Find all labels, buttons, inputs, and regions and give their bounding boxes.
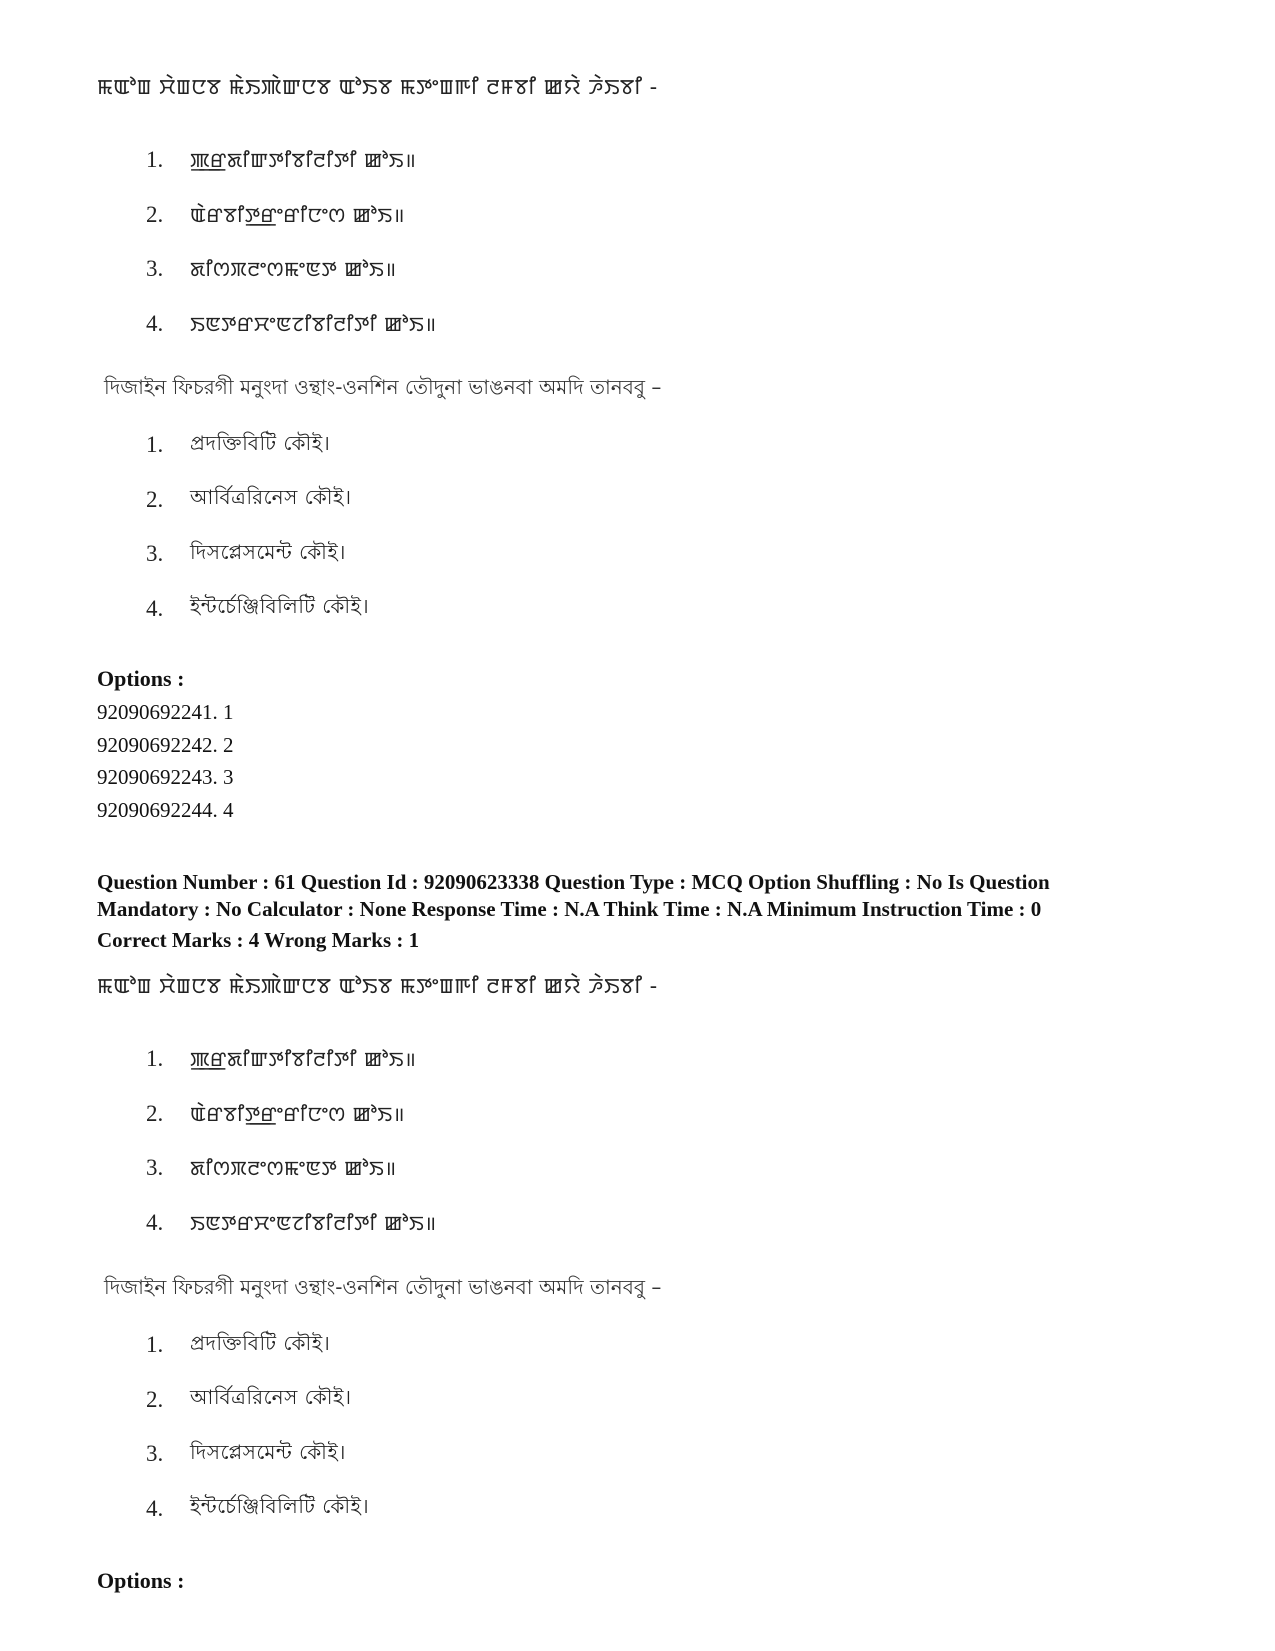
item-number: 3. bbox=[146, 1155, 164, 1181]
item-number: 4. bbox=[146, 595, 164, 621]
question-heading-meitei: ꯃꯑꯣꯡ ꯆꯥꯡꯅꯕ ꯃꯥꯏꯄꯥꯛꯅꯕ ꯑꯣꯏꯕ ꯃꯇꯦꯡꯒꯤ ꯂꯝꯕꯤ ꯀꯌꯥ ꯍꯥꯏꯕꯤ - bbox=[97, 75, 658, 99]
item-number: 2. bbox=[146, 486, 164, 512]
item-number: 4. bbox=[146, 1209, 164, 1235]
item-text: প্রদক্তিবিটি কৌই। bbox=[190, 430, 331, 455]
item-number: 3. bbox=[146, 541, 164, 567]
item-text: প্রদক্তিবিটি কৌই। bbox=[190, 1330, 331, 1355]
item-number: 1. bbox=[146, 1332, 164, 1358]
item-number: 2. bbox=[146, 201, 164, 227]
list-item bbox=[146, 1141, 437, 1196]
question-metadata bbox=[97, 869, 1207, 954]
bengali-options-list bbox=[146, 418, 369, 636]
bengali-options-list bbox=[146, 1318, 369, 1536]
item-number: 4. bbox=[146, 1495, 164, 1521]
item-number: 3. bbox=[146, 1441, 164, 1467]
list-item bbox=[146, 1196, 437, 1251]
list-item bbox=[146, 527, 369, 582]
options-list bbox=[97, 696, 234, 826]
question-heading-bengali: দিজাইন ফিচরগী মনুংদা ওন্থাং-ওনশিন তৌদুনা ভাঙনবা অমদি তানববু – bbox=[104, 375, 662, 399]
list-item bbox=[146, 582, 369, 637]
item-text: ꯏꯟꯇꯔꯆꯦꯟꯖꯤꯕꯤꯂꯤꯇꯤ ꯀꯣꯏ॥ bbox=[190, 1210, 437, 1235]
list-item bbox=[146, 1482, 369, 1537]
list-item bbox=[146, 1032, 437, 1087]
item-text: আর্বিত্ররিনেস কৌই। bbox=[190, 485, 352, 510]
item-number: 2. bbox=[146, 1386, 164, 1412]
item-text: দিসপ্লেসমেন্ট কৌই। bbox=[190, 1439, 346, 1464]
item-text: ꯗꯤꯁꯞꯂꯦꯁꯃꯦꯟꯇ ꯀꯣꯏ॥ bbox=[190, 257, 397, 282]
item-text: দিসপ্লেসমেন্ট কৌই। bbox=[190, 539, 346, 564]
item-text: ইন্টর্চেঞ্জিবিলিটি কৌই। bbox=[190, 594, 370, 619]
list-item bbox=[146, 418, 369, 473]
options-label: Options : bbox=[97, 1568, 185, 1593]
list-item bbox=[146, 242, 437, 297]
question-heading-bengali: দিজাইন ফিচরগী মনুংদা ওন্থাং-ওনশিন তৌদুনা ভাঙনবা অমদি তানববু – bbox=[104, 1275, 662, 1299]
item-text: ꯄ꯭ꯔꯗꯤꯛꯇꯤꯕꯤꯂꯤꯇꯤ ꯀꯣꯏ॥ bbox=[190, 148, 417, 173]
item-text: ꯄ꯭ꯔꯗꯤꯛꯇꯤꯕꯤꯂꯤꯇꯤ ꯀꯣꯏ॥ bbox=[190, 1047, 417, 1072]
list-item bbox=[146, 188, 437, 243]
item-number: 2. bbox=[146, 1100, 164, 1126]
list-item bbox=[146, 1087, 437, 1142]
metadata-line: Correct Marks : 4 Wrong Marks : 1 bbox=[97, 928, 420, 952]
list-item bbox=[146, 1373, 369, 1428]
list-item bbox=[146, 133, 437, 188]
option-line: 92090692244. 4 bbox=[97, 797, 234, 822]
item-text: ꯗꯤꯁꯞꯂꯦꯁꯃꯦꯟꯇ ꯀꯣꯏ॥ bbox=[190, 1156, 397, 1181]
item-text: ꯑꯥꯔꯕꯤꯇ꯭ꯔꯦꯔꯤꯅꯦꯁ ꯀꯣꯏ॥ bbox=[190, 202, 406, 227]
item-number: 1. bbox=[146, 147, 164, 173]
option-line: 92090692243. 3 bbox=[97, 765, 234, 789]
list-item bbox=[146, 1427, 369, 1482]
option-line: 92090692242. 2 bbox=[97, 732, 234, 757]
metadata-line: Question Number : 61 Question Id : 92090623338 Question Type : MCQ Option Shuffling : No Is Question bbox=[97, 870, 1050, 894]
item-text: ꯏꯟꯇꯔꯆꯦꯟꯖꯤꯕꯤꯂꯤꯇꯤ ꯀꯣꯏ॥ bbox=[190, 311, 437, 336]
item-text: ꯑꯥꯔꯕꯤꯇ꯭ꯔꯦꯔꯤꯅꯦꯁ ꯀꯣꯏ॥ bbox=[190, 1101, 406, 1126]
question-heading-meitei: ꯃꯑꯣꯡ ꯆꯥꯡꯅꯕ ꯃꯥꯏꯄꯥꯛꯅꯕ ꯑꯣꯏꯕ ꯃꯇꯦꯡꯒꯤ ꯂꯝꯕꯤ ꯀꯌꯥ ꯍꯥꯏꯕꯤ - bbox=[97, 974, 658, 998]
item-text: আর্বিত্ররিনেস কৌই। bbox=[190, 1385, 352, 1410]
list-item bbox=[146, 1318, 369, 1373]
item-text: ইন্টর্চেঞ্জিবিলিটি কৌই। bbox=[190, 1494, 370, 1519]
meitei-options-list bbox=[146, 1032, 437, 1250]
item-number: 1. bbox=[146, 1046, 164, 1072]
list-item bbox=[146, 297, 437, 352]
option-line: 92090692241. 1 bbox=[97, 700, 234, 724]
item-number: 3. bbox=[146, 256, 164, 282]
item-number: 1. bbox=[146, 432, 164, 458]
list-item bbox=[146, 473, 369, 528]
item-number: 4. bbox=[146, 310, 164, 336]
meitei-options-list bbox=[146, 133, 437, 351]
metadata-line: Mandatory : No Calculator : None Response Time : N.A Think Time : N.A Minimum Instruction Time : 0 bbox=[97, 896, 1042, 921]
options-label: Options : bbox=[97, 666, 185, 691]
